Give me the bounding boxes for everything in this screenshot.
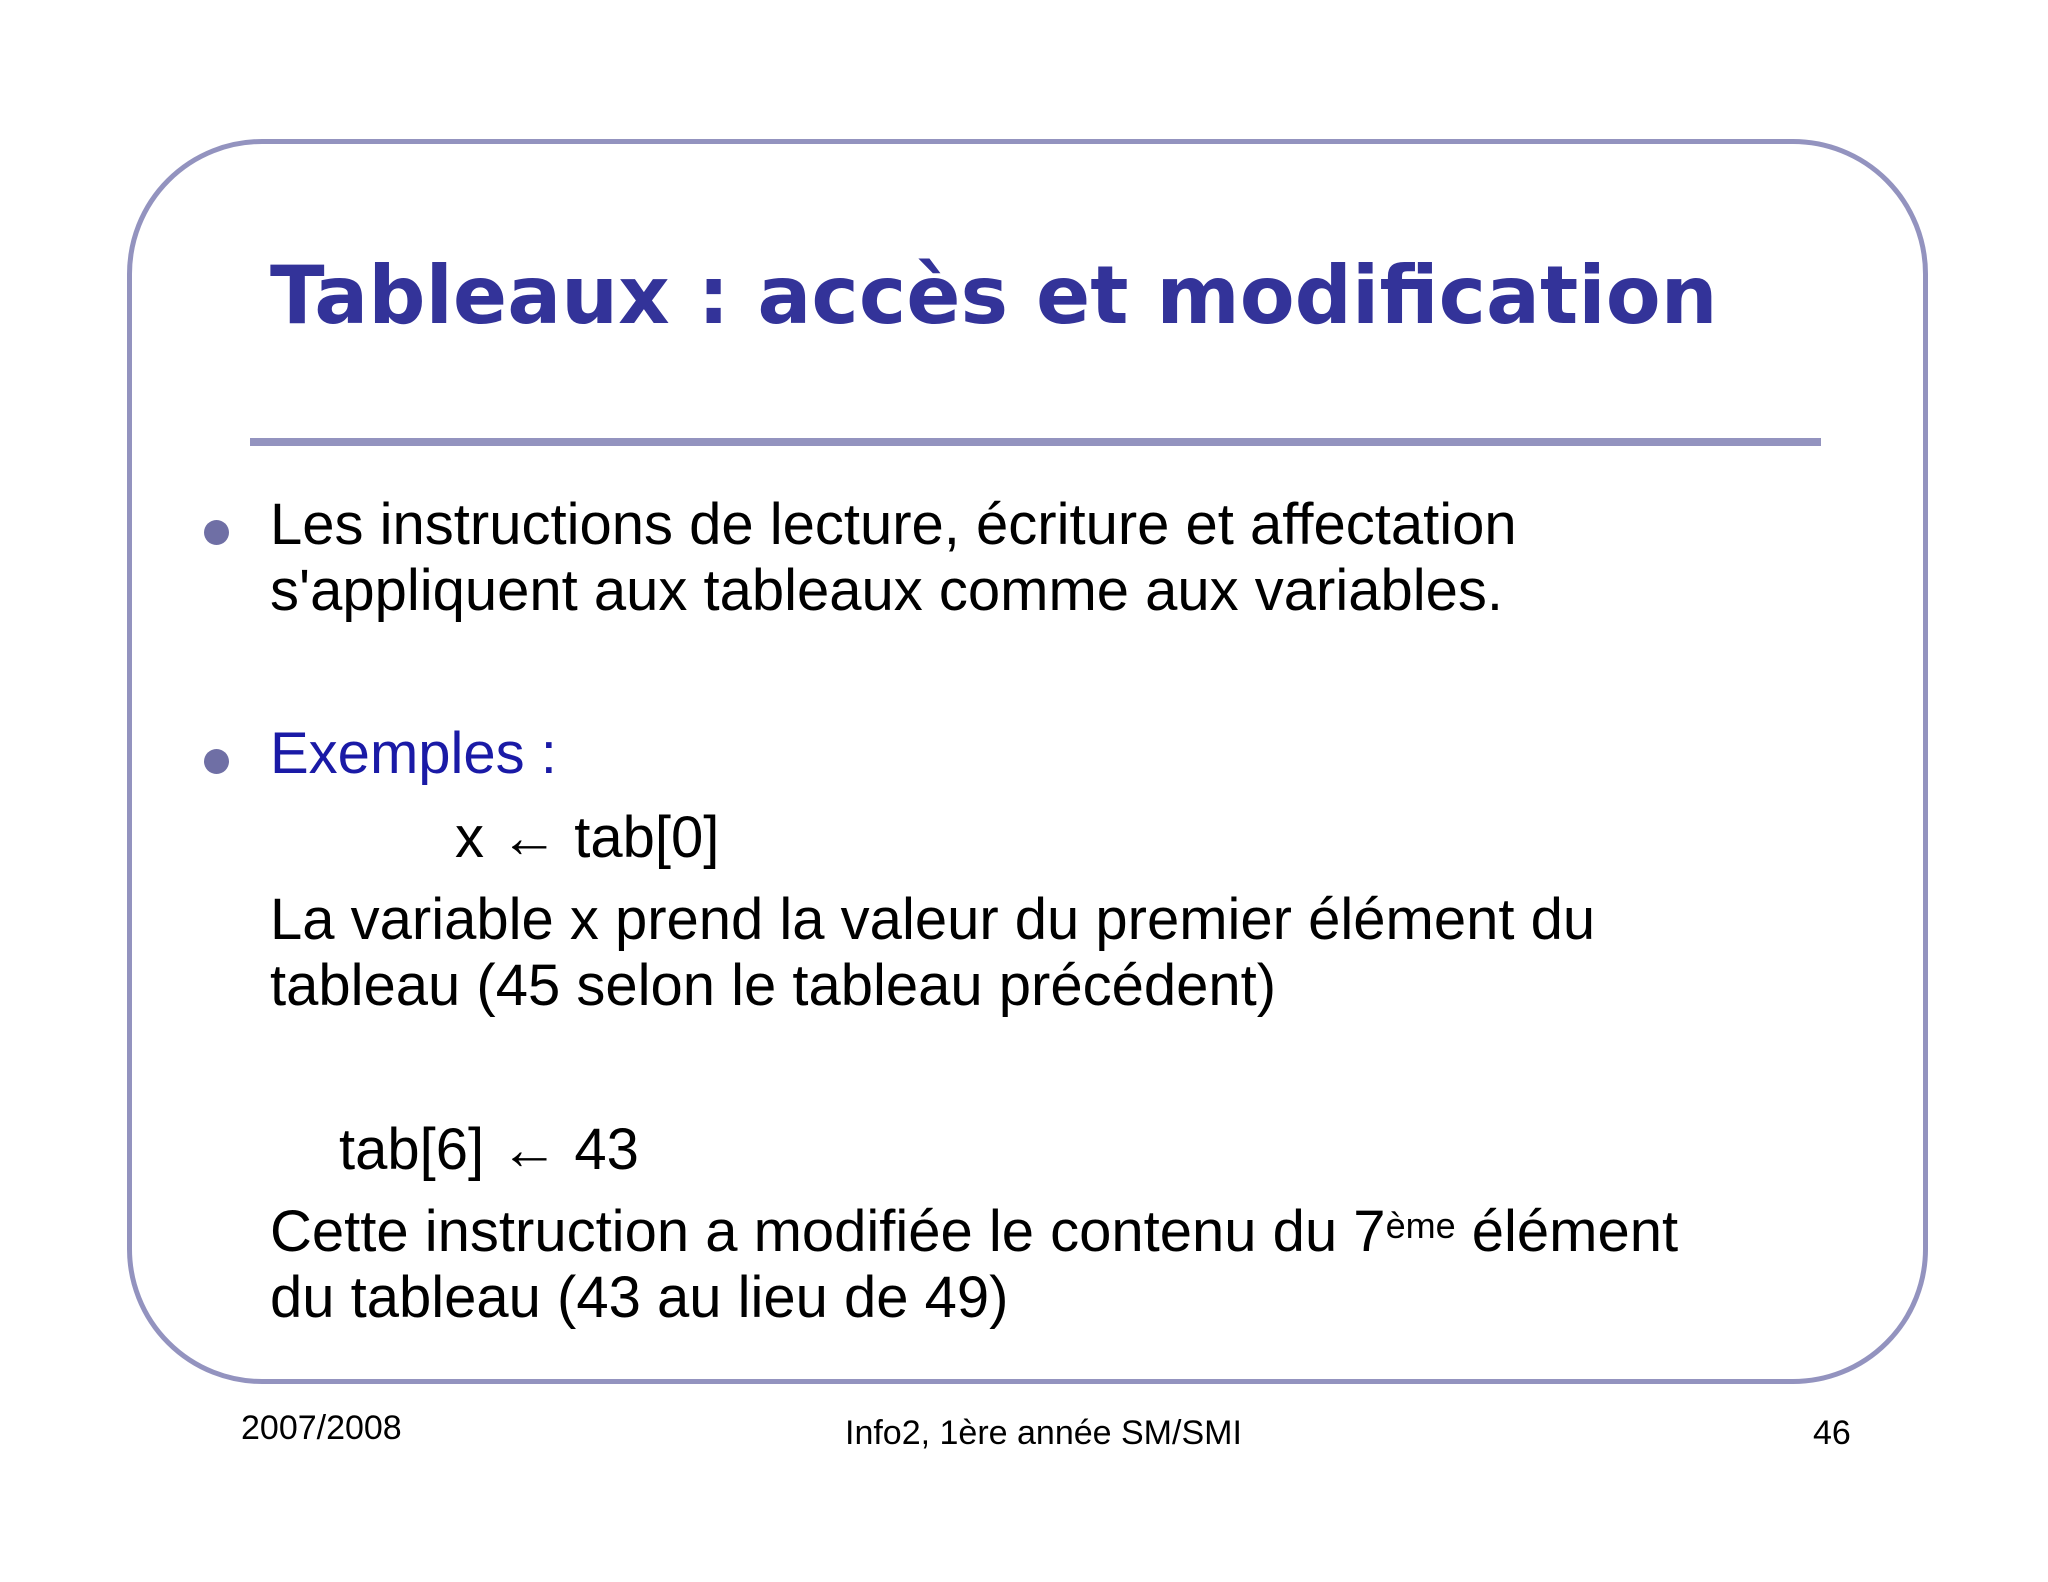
footer-date: 2007/2008 [241,1409,402,1447]
title-divider [250,438,1821,446]
example2-code: tab[6] ← 43 [339,1117,639,1182]
ordinal-superscript: ème [1385,1205,1456,1246]
example2-explanation-line2: du tableau (43 au lieu de 49) [270,1265,1009,1330]
footer-course: Info2, 1ère année SM/SMI [845,1414,1242,1452]
bullet1-line1: Les instructions de lecture, écriture et affectation [270,492,1517,557]
example2-text-before: Cette instruction a modifiée le contenu du 7 [270,1199,1386,1264]
footer-page-number: 46 [1813,1414,1851,1452]
example2-text-after: élément [1455,1199,1679,1264]
example1-code: x ← tab[0] [455,805,720,870]
examples-heading: Exemples : [270,721,557,786]
example1-explanation-line1: La variable x prend la valeur du premier élément du [270,887,1596,952]
bullet1-line2: s'appliquent aux tableaux comme aux variables. [270,558,1504,623]
example1-explanation-line2: tableau (45 selon le tableau précédent) [270,953,1277,1018]
example2-explanation-line1 [270,1199,1678,1265]
slide-title: Tableaux : accès et modification [270,249,1718,342]
bullet-dot-1 [204,520,229,545]
bullet-dot-2 [204,749,229,774]
